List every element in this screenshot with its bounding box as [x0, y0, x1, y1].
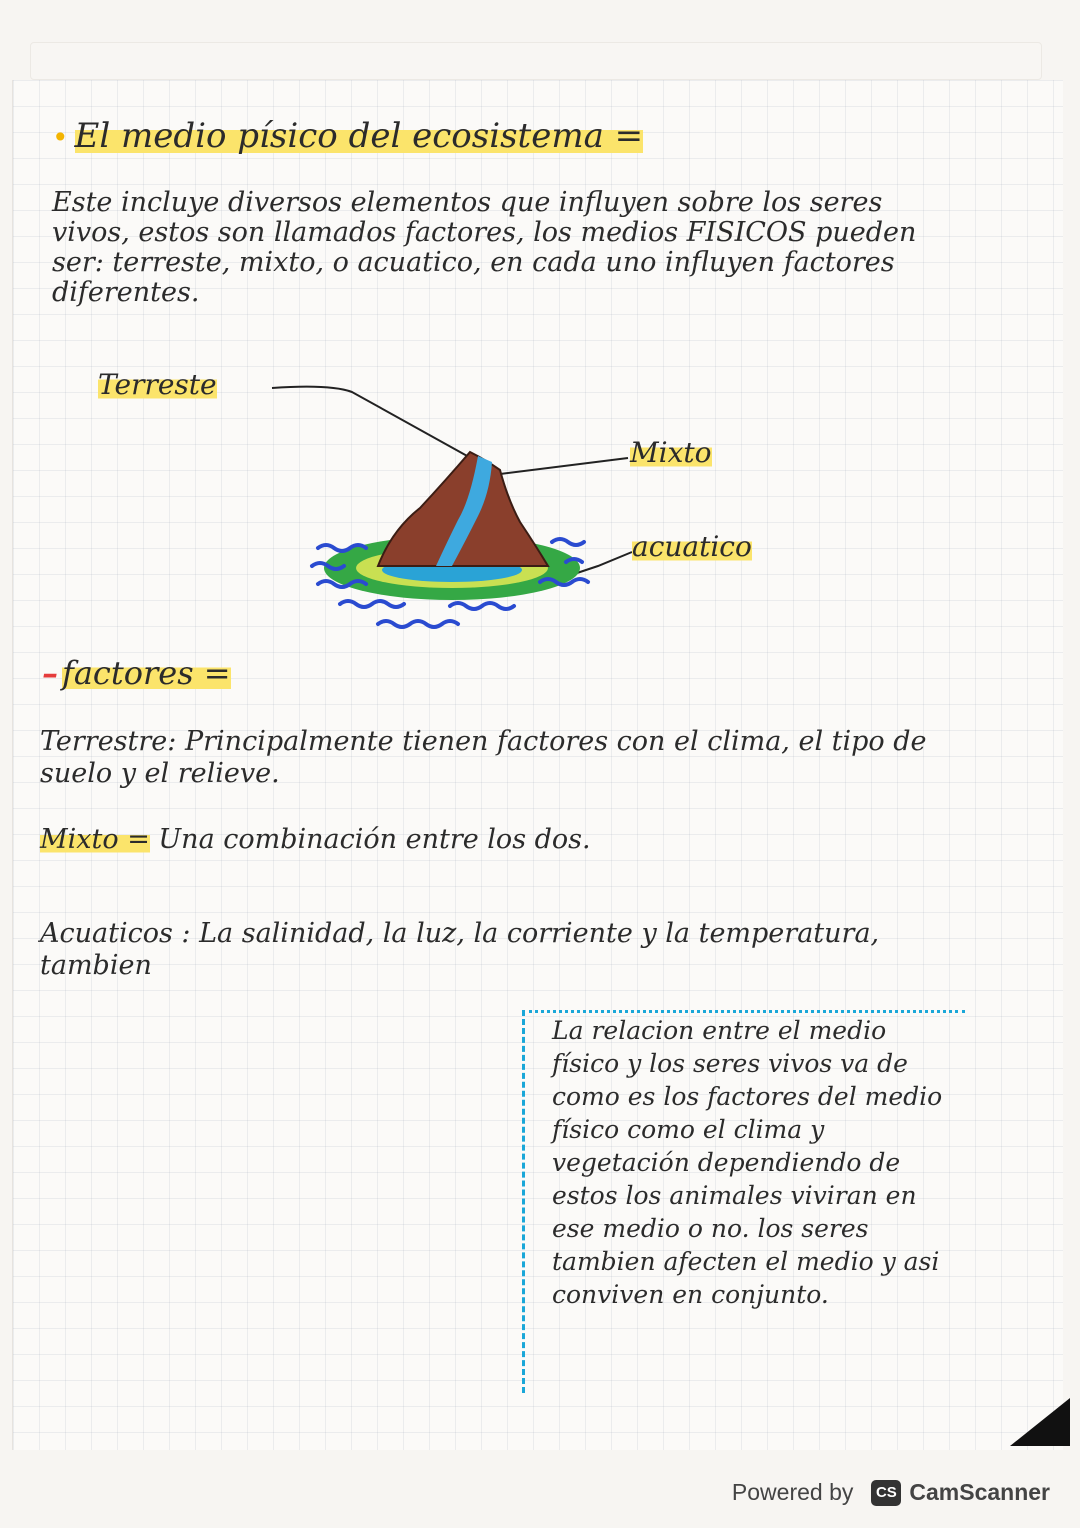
side-note-text: La relacion entre el medio físico y los seres vivos va de como es los factores del medio físico como el clima y vegetación dependiendo de estos los animales viviran en ese medio o no. los seres tambien afecten el medio y asi conviven en conjunto.	[552, 1016, 943, 1309]
factor-text: Principalmente tienen factores con el clima, el tipo de suelo y el relieve.	[40, 726, 927, 789]
factor-mixto	[40, 824, 940, 856]
factor-name: Mixto =	[40, 824, 150, 855]
mountain-shape	[378, 452, 548, 566]
factores-title: – factores =	[42, 654, 231, 692]
ecosystem-illustration	[0, 0, 1080, 700]
note-heading: • El medio písico del ecosistema =	[52, 116, 644, 156]
factor-name: Acuaticos :	[40, 918, 191, 949]
intro-paragraph: Este incluye diversos elementos que influyen sobre los seres vivos, estos son llamados factores, los medios FISICOS pueden ser: terreste, mixto, o acuatico, en cada uno influyen factores diferentes.	[52, 187, 917, 308]
label-acuatico: acuatico	[632, 530, 752, 563]
camscanner-brand: CamScanner	[909, 1479, 1050, 1505]
factor-text: La salinidad, la luz, la corriente y la temperatura, tambien	[40, 918, 880, 981]
camscanner-watermark	[732, 1479, 1050, 1506]
mixto-pointer-line	[500, 458, 628, 474]
powered-by-text: Powered by	[731, 1479, 854, 1505]
page-corner-mark	[1010, 1398, 1070, 1446]
camscanner-logo-icon: CS	[871, 1480, 901, 1506]
factor-text: Una combinación entre los dos.	[158, 824, 591, 855]
label-mixto: Mixto	[630, 436, 712, 469]
dash-bullet-icon: –	[42, 654, 58, 692]
label-terrestre: Terreste	[98, 368, 217, 401]
factor-acuaticos	[40, 918, 940, 982]
heading-bullet-icon: •	[52, 121, 69, 154]
terrestre-pointer-line	[272, 387, 478, 462]
factor-terrestre	[40, 726, 940, 790]
factor-name: Terrestre:	[40, 726, 177, 757]
